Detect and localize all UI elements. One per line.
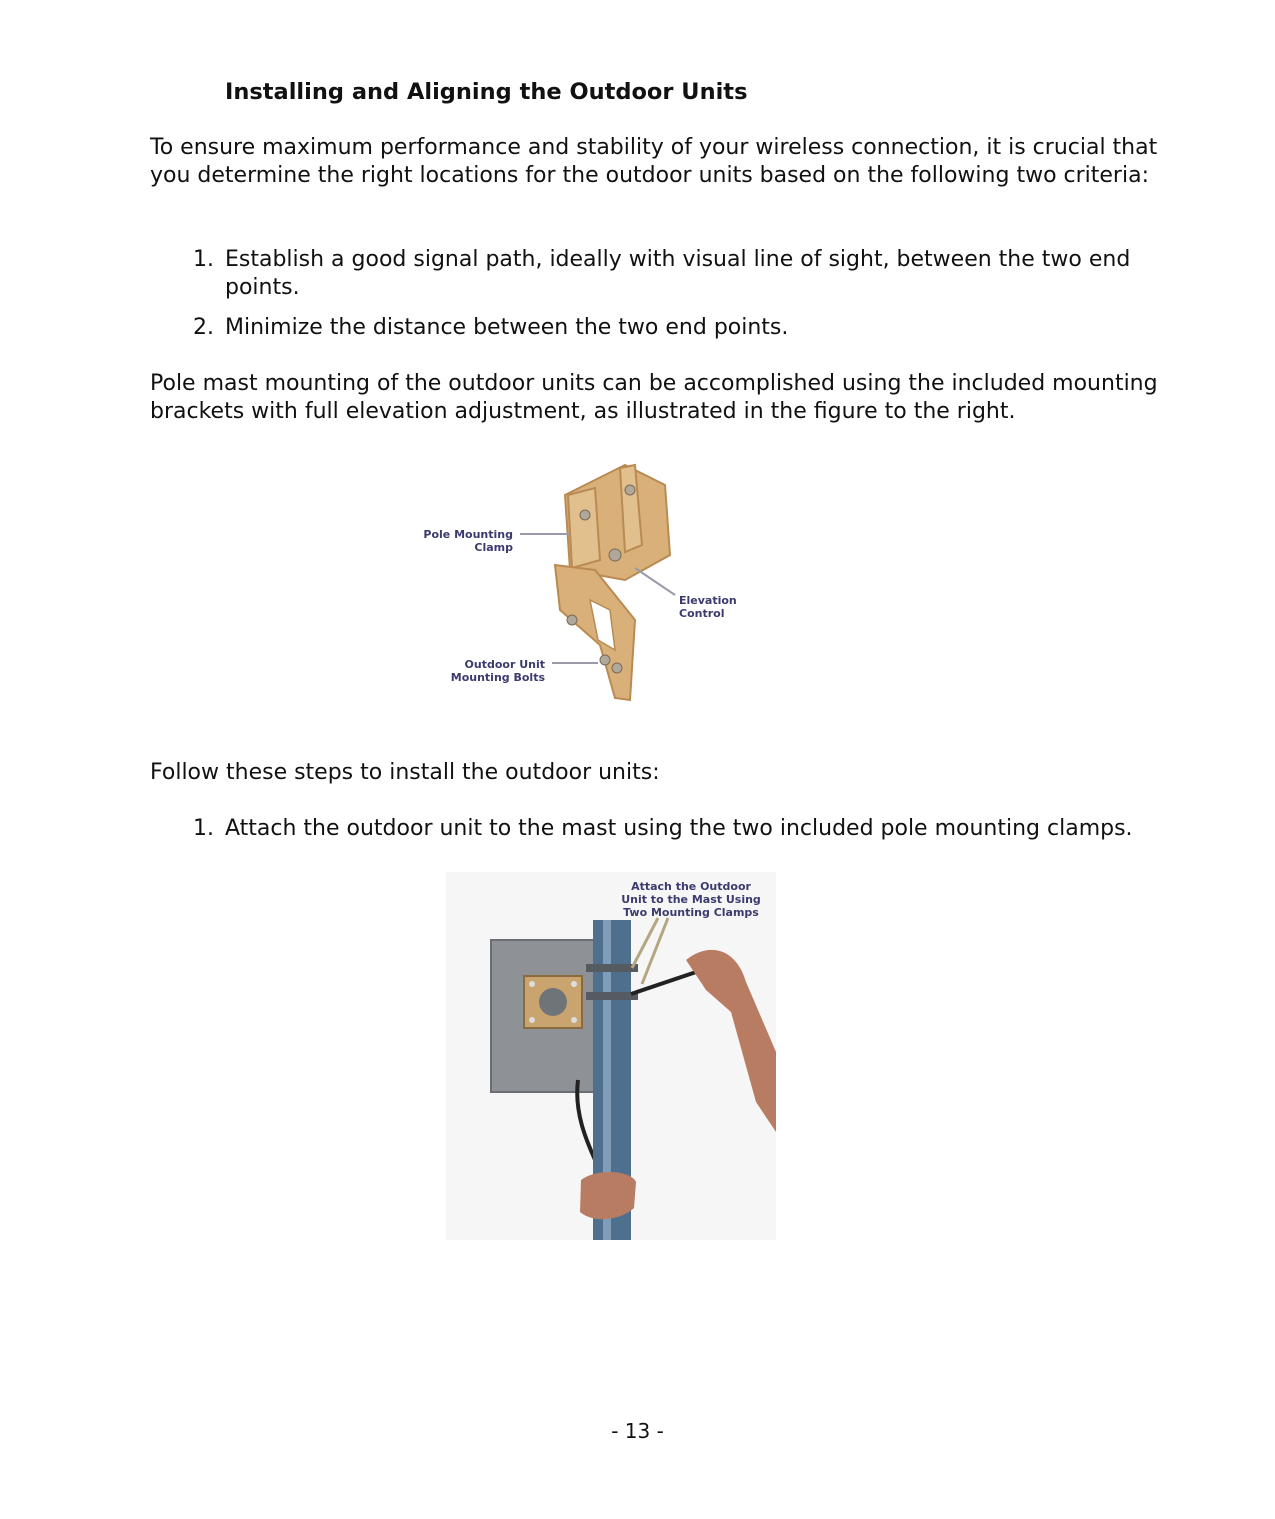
mast-install-figure bbox=[446, 872, 776, 1240]
section-heading: Installing and Aligning the Outdoor Units bbox=[225, 79, 748, 105]
elevation-label: Elevation bbox=[679, 594, 737, 607]
mounting-clamp bbox=[586, 964, 638, 972]
bolts-label: Mounting Bolts bbox=[450, 671, 545, 684]
intro-paragraph: To ensure maximum performance and stability of your wireless connection, it is crucial that you determine the right locations for the outdoor units based on the following two criteria: bbox=[150, 135, 1158, 188]
bracket-lower-arm bbox=[555, 565, 635, 700]
figure2-caption: Two Mounting Clamps bbox=[623, 906, 759, 919]
clamp-label: Pole Mounting bbox=[423, 528, 513, 541]
bracket-bolt bbox=[571, 1017, 577, 1023]
bracket-bolt bbox=[529, 981, 535, 987]
leader-line bbox=[635, 568, 675, 595]
bolts-label: Outdoor Unit bbox=[464, 658, 545, 671]
figure2-caption: Attach the Outdoor bbox=[631, 880, 751, 893]
pole-mount-paragraph: Pole mast mounting of the outdoor units can be accomplished using the included mounting brackets with full elevation adjustment, as illustrated in the figure to the right. bbox=[150, 371, 1158, 424]
page-number: - 13 - bbox=[611, 1419, 664, 1443]
bracket-bolt bbox=[571, 981, 577, 987]
criteria-item: Establish a good signal path, ideally with visual line of sight, between the two end points. bbox=[225, 247, 1131, 300]
mounting-clamp bbox=[586, 992, 638, 1000]
criteria-number: 2. bbox=[193, 315, 214, 340]
bracket-figure bbox=[420, 460, 750, 710]
mounting-bolt bbox=[612, 663, 622, 673]
clamp-label: Clamp bbox=[474, 541, 513, 554]
elevation-label: Control bbox=[679, 607, 725, 620]
clamp-bolt bbox=[609, 549, 621, 561]
clamp-bolt bbox=[625, 485, 635, 495]
bracket-hole bbox=[539, 988, 567, 1016]
mounting-bolt bbox=[567, 615, 577, 625]
bracket-clamp-left bbox=[568, 488, 600, 568]
figure2-caption: Unit to the Mast Using bbox=[621, 893, 761, 906]
step-item: Attach the outdoor unit to the mast using the two included pole mounting clamps. bbox=[225, 816, 1133, 841]
step-number: 1. bbox=[193, 816, 214, 841]
mounting-bolt bbox=[600, 655, 610, 665]
lower-hand bbox=[580, 1172, 636, 1219]
bracket-bolt bbox=[529, 1017, 535, 1023]
criteria-item: Minimize the distance between the two end points. bbox=[225, 315, 789, 340]
clamp-bolt bbox=[580, 510, 590, 520]
criteria-number: 1. bbox=[193, 247, 214, 272]
steps-intro: Follow these steps to install the outdoor units: bbox=[150, 760, 660, 785]
